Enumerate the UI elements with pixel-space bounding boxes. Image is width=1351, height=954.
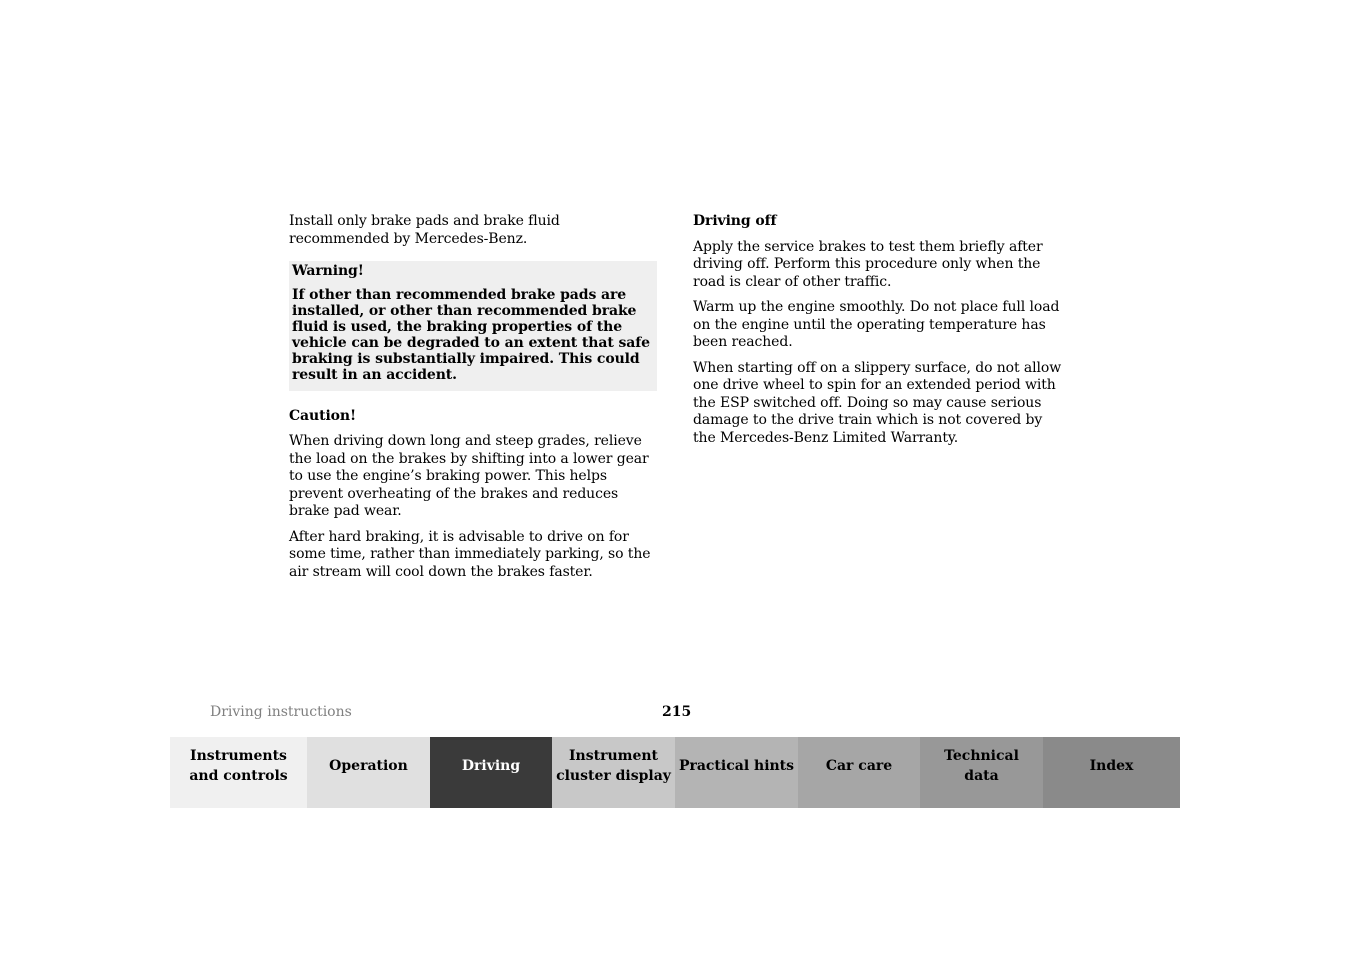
tab-label: Technical data bbox=[944, 747, 1019, 784]
driving-off-paragraph-2: Warm up the engine smoothly. Do not place full load on the engine until the operating temperature has been reached. bbox=[693, 299, 1060, 350]
driving-off-heading: Driving off bbox=[693, 213, 777, 229]
page-number: 215 bbox=[662, 704, 692, 720]
tab-car-care[interactable] bbox=[798, 737, 920, 808]
tab-driving[interactable] bbox=[430, 737, 552, 808]
caution-heading: Caution! bbox=[289, 407, 357, 424]
driving-off-paragraph-3: When starting off on a slippery surface, do not allow one drive wheel to spin for an extended period with the ESP switched off. Doing so may cause serious damage to the drive train which is not covered by the Mercedes-Benz Limited Warranty. bbox=[693, 359, 1062, 446]
tab-label: Operation bbox=[329, 757, 408, 774]
warning-title: Warning! bbox=[292, 263, 364, 279]
caution-paragraph-2: After hard braking, it is advisable to drive on for some time, rather than immediately parking, so the air stream will cool down the brakes faster. bbox=[289, 528, 651, 580]
tab-operation[interactable] bbox=[307, 737, 430, 808]
tab-label: Instrument cluster display bbox=[556, 747, 671, 784]
tab-label: Practical hints bbox=[678, 757, 795, 774]
caution-paragraph-1: When driving down long and steep grades, relieve the load on the brakes by shifting into a lower gear to use the engine’s braking power. This helps prevent overheating of the brakes and reduces brake pad wear. bbox=[289, 433, 649, 519]
driving-off-paragraph-1: Apply the service brakes to test them briefly after driving off. Perform this procedure only when the road is clear of other traffic. bbox=[693, 238, 1043, 290]
intro-text: Install only brake pads and brake fluid recommended by Mercedes-Benz. bbox=[289, 213, 560, 247]
tab-practical-hints[interactable] bbox=[675, 737, 798, 808]
tab-label: Instruments and controls bbox=[189, 747, 288, 784]
left-column bbox=[289, 213, 657, 589]
tab-technical-data[interactable] bbox=[920, 737, 1043, 808]
warning-body: If other than recommended brake pads are installed, or other than recommended brake fluid is used, the braking properties of the vehicle can be degraded to an extent that safe braking is substantially impaired. This could result in an accident. bbox=[292, 286, 650, 383]
right-column bbox=[693, 213, 1063, 455]
tab-label: Driving bbox=[461, 757, 521, 774]
warning-box bbox=[289, 261, 657, 391]
section-title: Driving instructions bbox=[210, 704, 352, 720]
tab-index[interactable] bbox=[1043, 737, 1180, 808]
tab-instrument-cluster-display[interactable] bbox=[552, 737, 675, 808]
chapter-tabs bbox=[170, 737, 1180, 808]
tab-label: Car care bbox=[825, 757, 893, 774]
tab-instruments-and-controls[interactable] bbox=[170, 737, 307, 808]
tab-label: Index bbox=[1089, 757, 1134, 774]
